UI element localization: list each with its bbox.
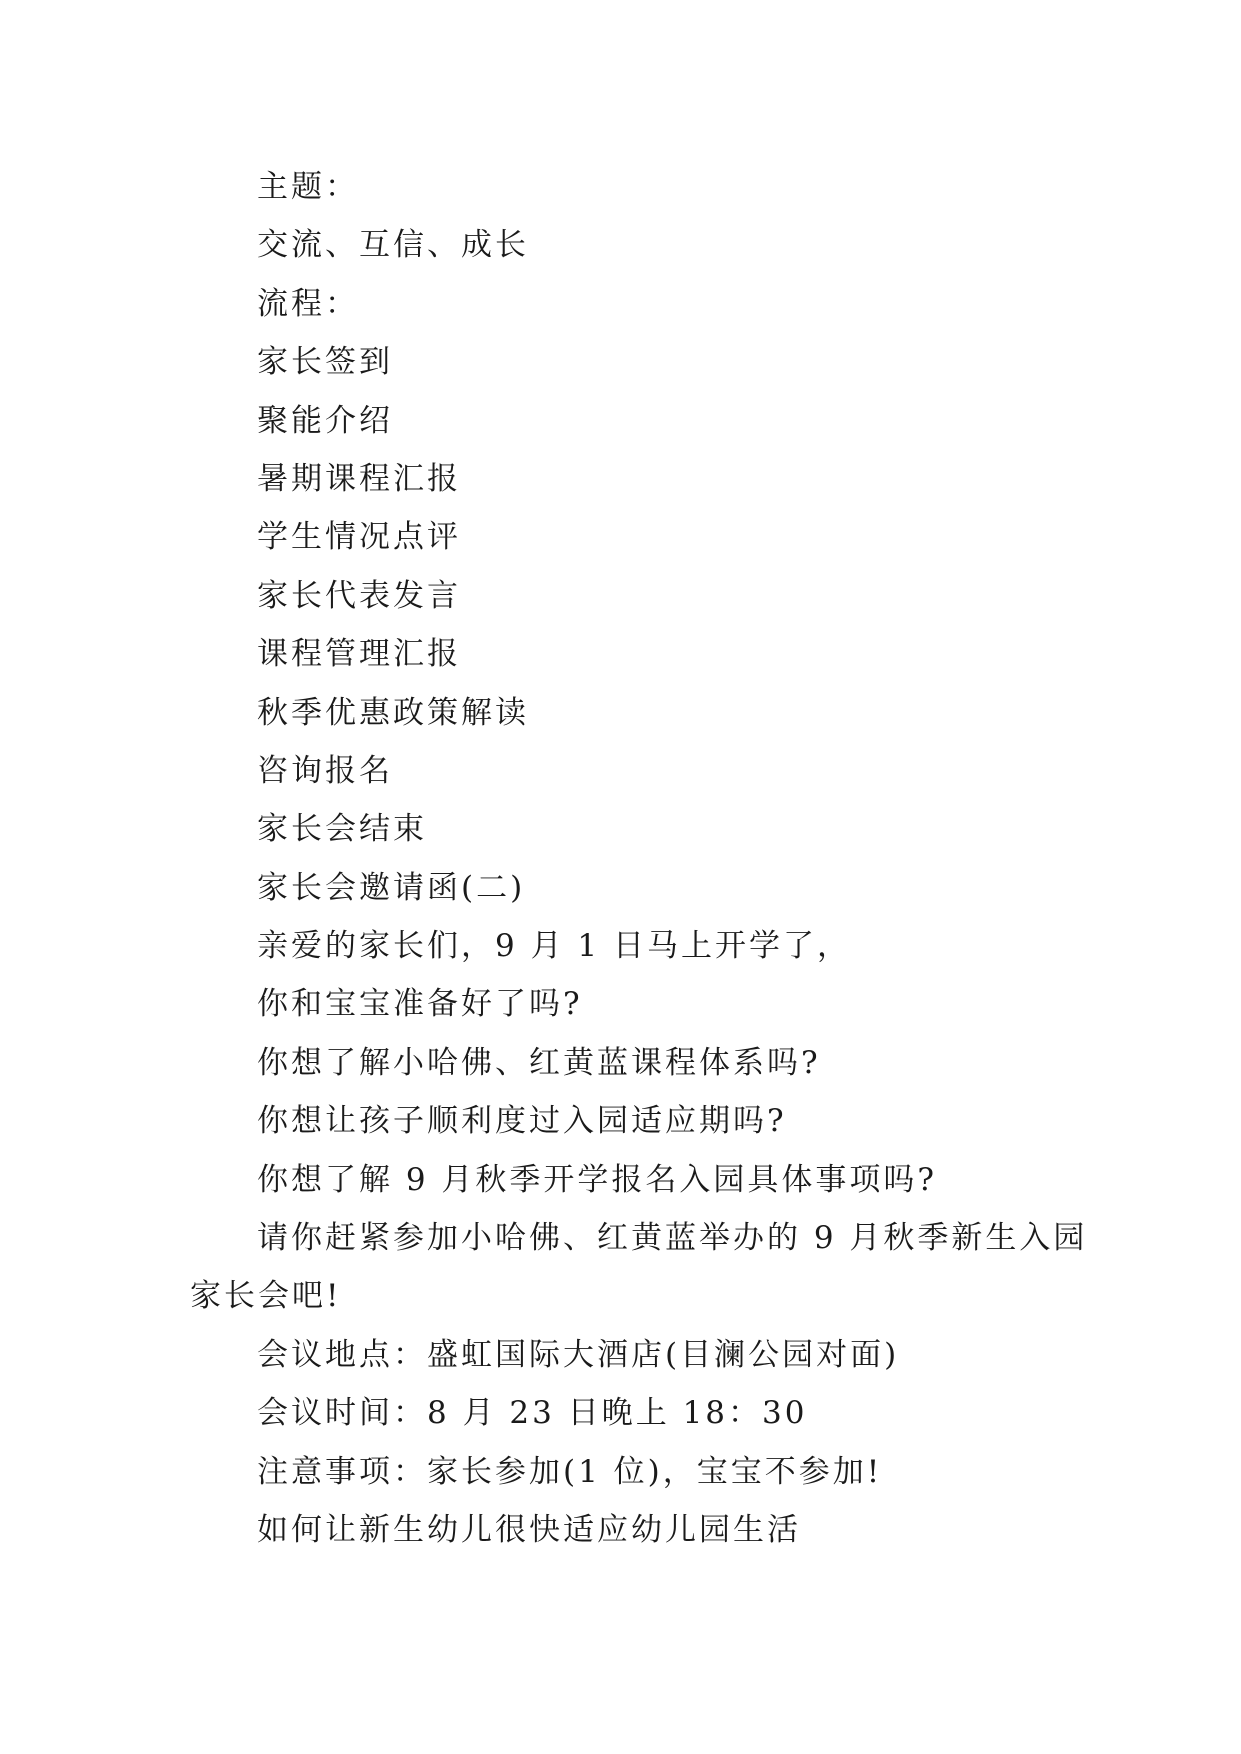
text-line: 会议地点：盛虹国际大酒店(目澜公园对面) [257, 1336, 900, 1373]
text-line: 家长代表发言 [257, 577, 461, 614]
text-line: 如何让新生幼儿很快适应幼儿园生活 [257, 1511, 801, 1548]
text-line: 聚能介绍 [257, 402, 393, 439]
text-line: 你想让孩子顺利度过入园适应期吗? [257, 1103, 787, 1140]
text-line: 家长会结束 [257, 811, 427, 848]
text-line: 你想了解 9 月秋季开学报名入园具体事项吗? [257, 1161, 938, 1198]
text-line: 你和宝宝准备好了吗? [257, 986, 583, 1023]
text-line: 会议时间：8 月 23 日晚上 18：30 [257, 1395, 808, 1432]
text-line: 流程： [257, 285, 359, 322]
text-line: 课程管理汇报 [257, 636, 461, 673]
text-line: 你想了解小哈佛、红黄蓝课程体系吗? [257, 1044, 821, 1081]
text-line: 家长会吧! [190, 1278, 342, 1315]
text-line: 主题： [257, 169, 359, 205]
text-line: 咨询报名 [257, 752, 393, 789]
text-line: 请你赶紧参加小哈佛、红黄蓝举办的 9 月秋季新生入园 [257, 1220, 1088, 1257]
text-line: 学生情况点评 [257, 519, 461, 556]
document-body [190, 158, 1088, 1559]
text-line: 秋季优惠政策解读 [257, 694, 529, 731]
text-line: 家长签到 [257, 344, 393, 381]
text-line: 交流、互信、成长 [257, 227, 529, 264]
text-line: 亲爱的家长们，9 月 1 日马上开学了， [257, 928, 852, 965]
text-line: 注意事项：家长参加(1 位)，宝宝不参加! [257, 1453, 883, 1490]
text-line: 家长会邀请函(二) [257, 869, 526, 906]
text-line: 暑期课程汇报 [257, 460, 461, 497]
